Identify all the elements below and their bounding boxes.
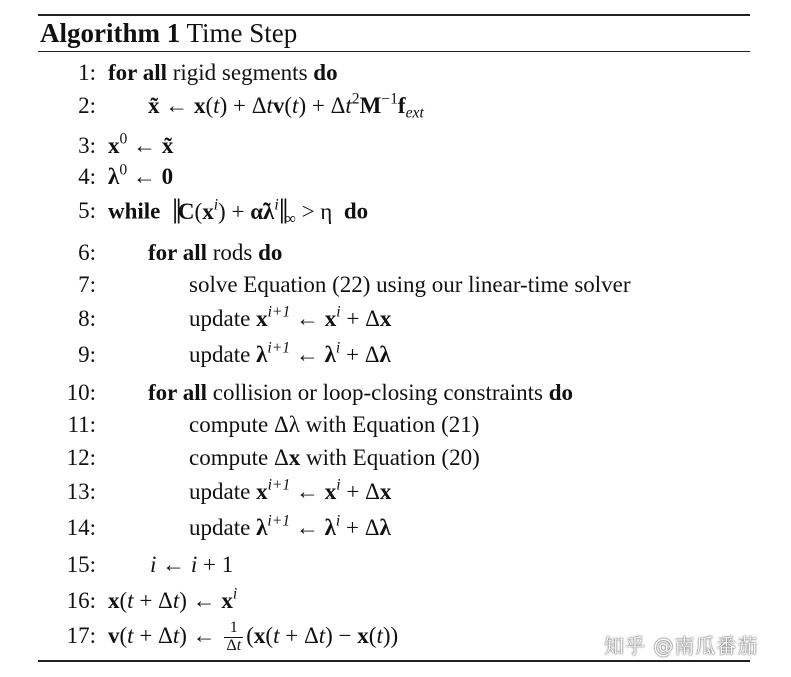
keyword: for all (148, 240, 207, 265)
line-number: 16: (66, 588, 96, 613)
keyword: for all (108, 60, 167, 85)
line-number: 6: (78, 240, 96, 265)
math-expression: x̃ ← $x(t) + \Delta tv(t) + \Delta t^2M^{-1}f_{ext}$ (148, 90, 424, 122)
line-text: update (189, 479, 257, 504)
line-text: rods (206, 240, 259, 265)
line-body (148, 236, 282, 270)
line-number: 14: (66, 515, 96, 540)
line-number: 1: (78, 60, 96, 85)
line-body (189, 475, 391, 509)
line-body (108, 56, 338, 90)
line-number: 11: (67, 412, 96, 437)
line-text: update (189, 342, 257, 367)
line-number: 17: (66, 623, 96, 648)
bottom-rule (38, 660, 750, 662)
math-expression: $\lambda^{i+1}$ ← $\lambda^i + \Delta\lambda$ (256, 339, 391, 367)
math-expression: x(t + Δt) ← $x^i$ (108, 585, 238, 613)
math-expression: $\lambda^0$ ← 0 (108, 161, 174, 189)
line-text: with Equation (20) (300, 445, 480, 470)
line-text: collision or loop-closing constraints (206, 380, 549, 405)
line-number: 8: (78, 306, 96, 331)
line-number: 12: (66, 445, 96, 470)
line-body: compute Δx with Equation (20) (189, 445, 480, 470)
algorithm-label: Algorithm 1 (40, 18, 181, 48)
keyword: for all (148, 380, 207, 405)
line-number: 15: (66, 552, 96, 577)
keyword: do (258, 240, 283, 265)
keyword: while (108, 198, 161, 224)
line-text: update (189, 306, 257, 331)
line-number: 10: (66, 380, 96, 405)
keyword: do (343, 198, 369, 224)
math-expression: $x^0$ ← x̃ (108, 130, 174, 158)
line-body (108, 191, 369, 231)
watermark: 知乎 @南瓜番茄 (604, 634, 759, 658)
line-number: 9: (78, 342, 96, 367)
line-number: 5: (78, 198, 96, 223)
keyword: do (313, 60, 338, 85)
line-number: 13: (66, 479, 96, 504)
line-body (189, 511, 391, 545)
algorithm-title (40, 14, 297, 52)
keyword: do (548, 380, 574, 405)
math-expression: $\lambda^{i+1}$ ← $\lambda^i + \Delta\lambda$ (256, 512, 391, 540)
line-text: rigid segments (166, 60, 314, 85)
line-text: solve Equation (22) using our linear-time solver (189, 272, 631, 297)
line-number: 7: (78, 272, 96, 297)
math-expression: $x^{i+1}$ ← $x^i + \Delta x$ (256, 303, 392, 331)
math-expression: v(t + Δt) ← $\frac{1}{\Delta t}$ (x(t + Δt) − x(t)) (108, 619, 399, 655)
line-text: update (189, 515, 257, 540)
line-text: compute Δ (189, 445, 289, 470)
line-body (148, 376, 573, 410)
math-expression: $‖C(x^i)$ + $\alphã\lambda^i‖_\infty > \eta$ (171, 191, 333, 231)
math-expression: $x^{i+1}$ ← $x^i + \Delta x$ (256, 476, 392, 504)
line-number: 2: (78, 93, 96, 118)
line-body (189, 302, 391, 336)
line-number: 4: (78, 164, 96, 189)
line-number: 3: (78, 133, 96, 158)
line-body (189, 338, 391, 372)
math-expression: i ← i + 1 (150, 552, 234, 577)
header-rule (38, 51, 750, 52)
algorithm-name: Time Step (186, 18, 298, 48)
line-text: compute Δλ with Equation (21) (189, 412, 480, 437)
